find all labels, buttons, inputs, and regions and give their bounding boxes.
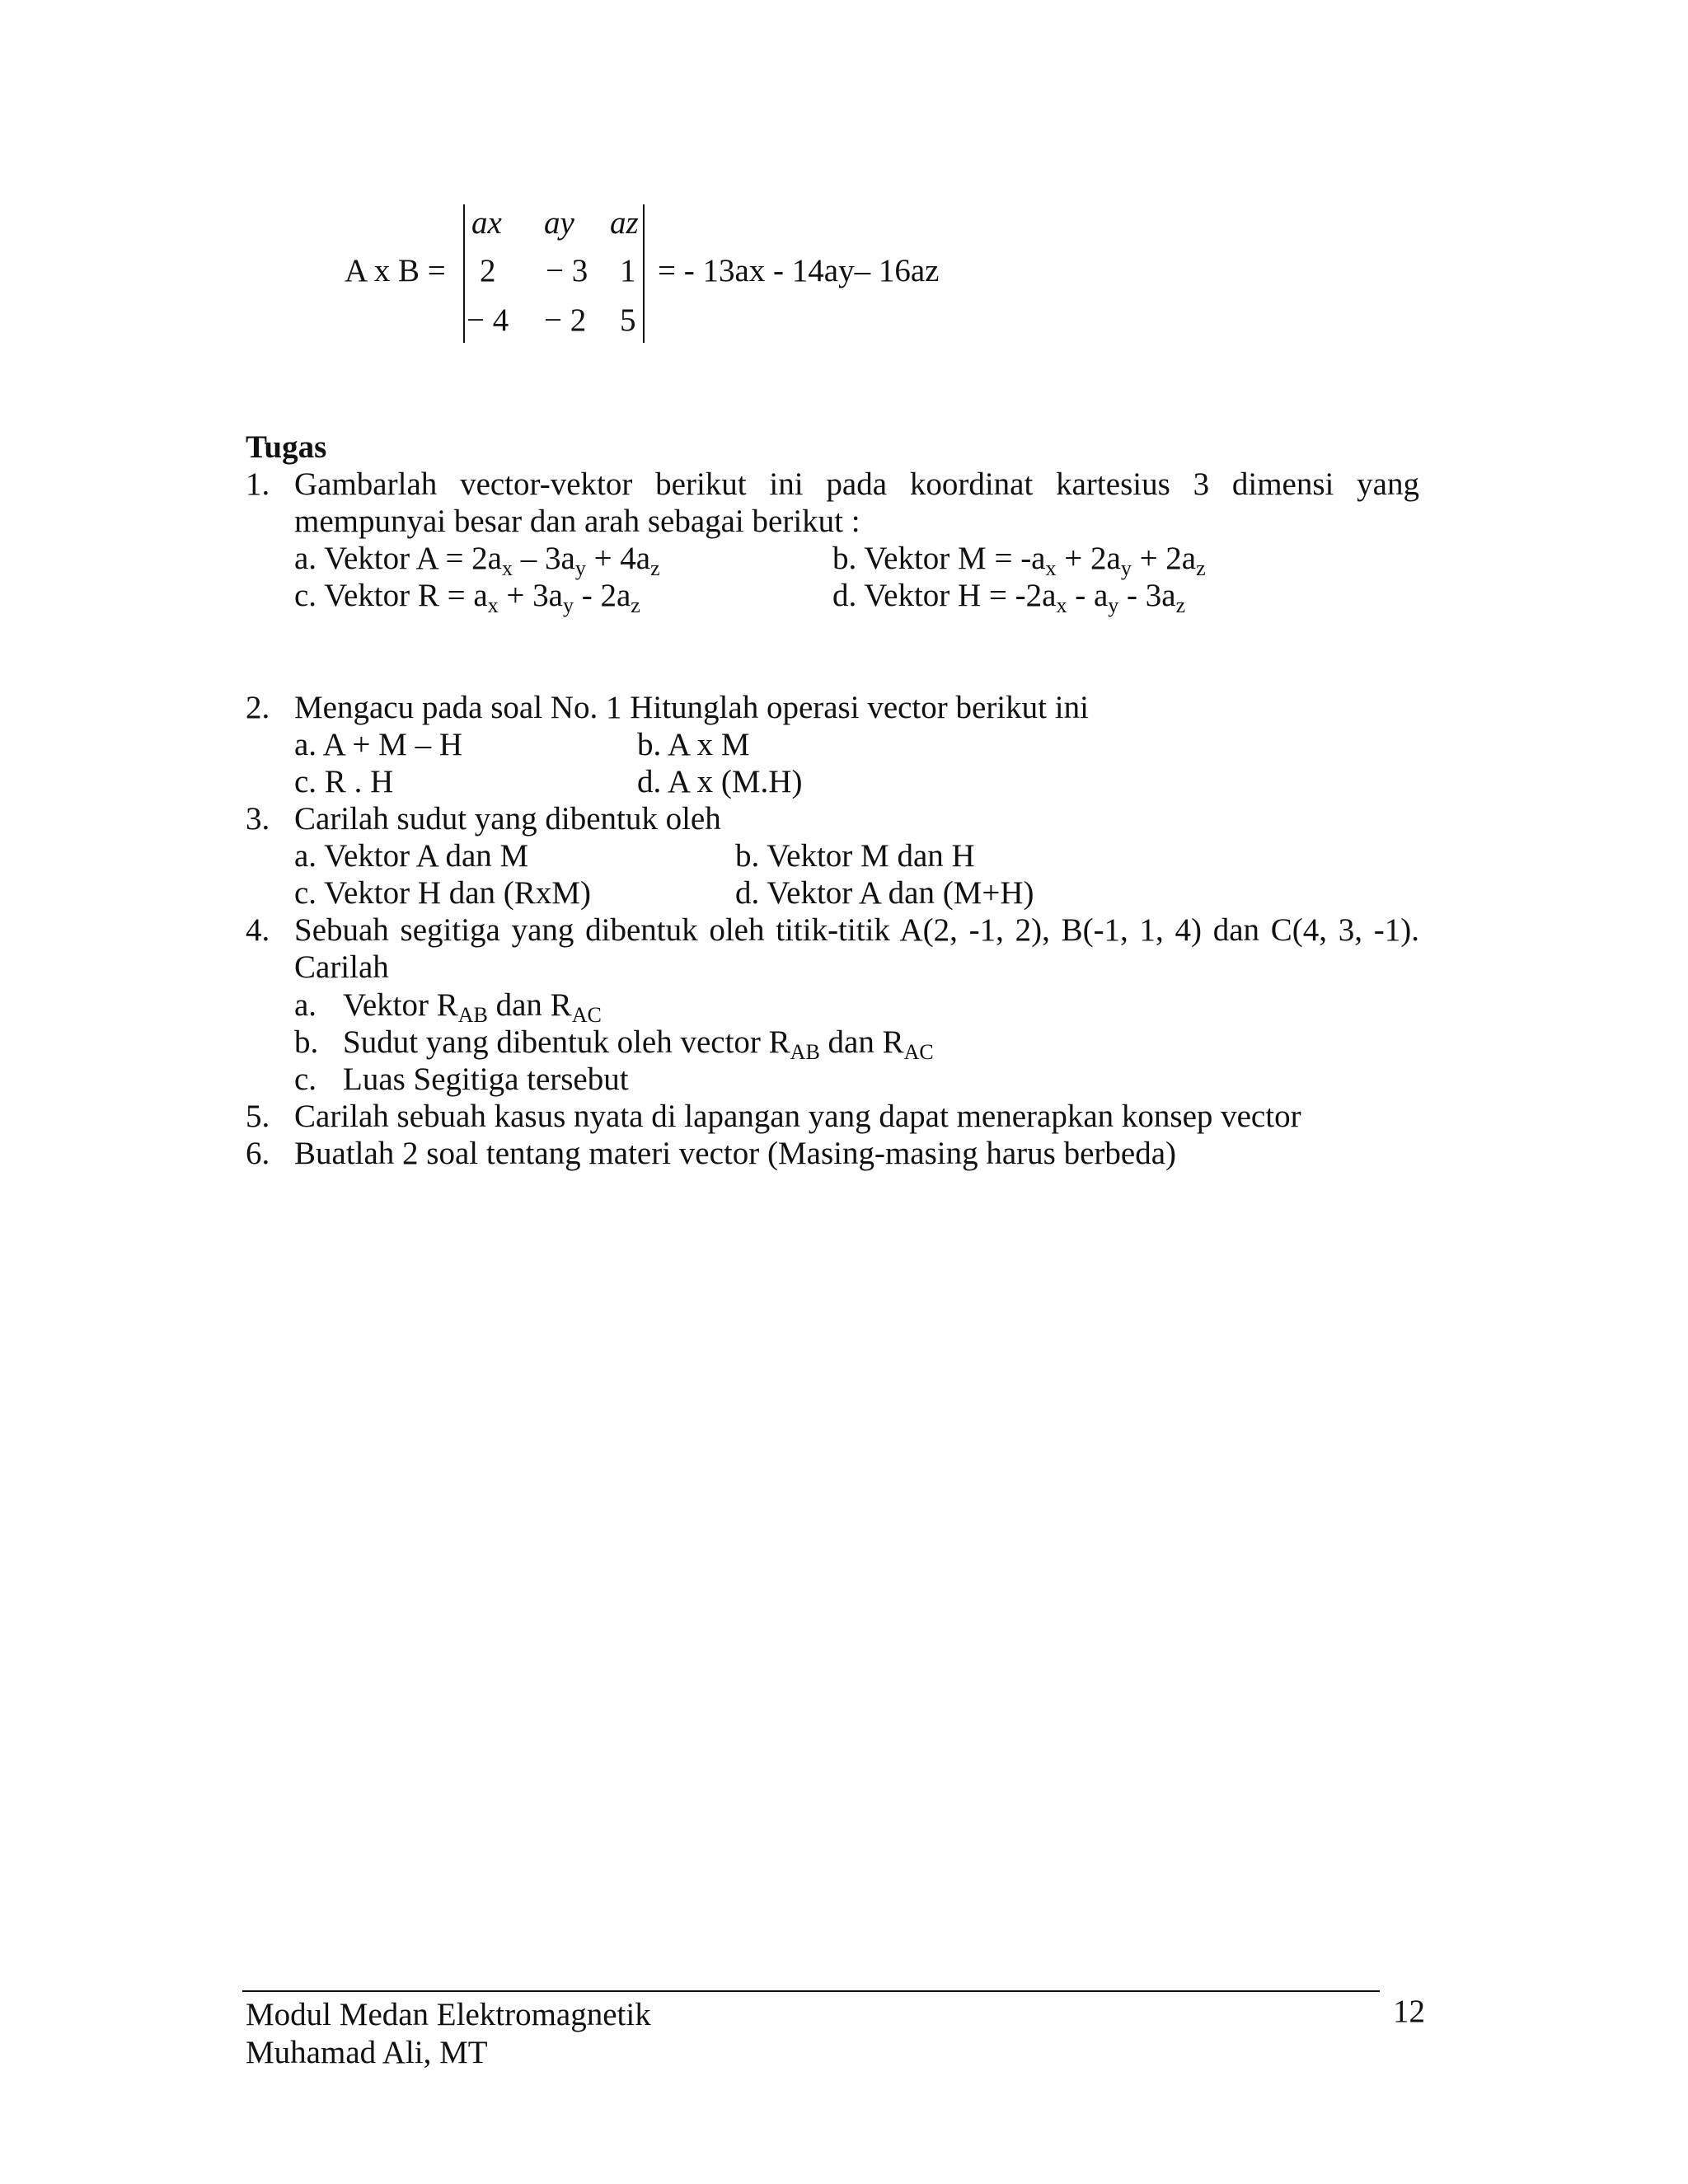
question-5-number: 5. <box>246 1099 270 1134</box>
question-6-text: Buatlah 2 soal tentang materi vector (Masing-masing harus berbeda) <box>294 1136 1176 1171</box>
question-4-line1: Sebuah segitiga yang dibentuk oleh titik-titik A(2, -1, 2), B(-1, 1, 4) dan C(4, 3, -1). <box>294 912 1419 948</box>
question-1-option-c: c. Vektor $R = a_x + 3a_y - 2a_z$ <box>294 578 640 617</box>
footer-author: Muhamad Ali, MT <box>246 2035 488 2070</box>
tugas-heading: Tugas <box>246 429 327 465</box>
matrix-right-bar <box>643 204 645 343</box>
question-4-option-a-label: a. <box>294 987 317 1023</box>
footer-rule <box>242 1990 1380 1992</box>
question-1-option-d: d. Vektor $H = -2a_x - a_y - 3a_z$ <box>832 578 1186 617</box>
matrix-r2c1: 2 <box>480 253 496 288</box>
question-2-number: 2. <box>246 690 270 725</box>
question-4-number: 4. <box>246 912 270 948</box>
page-number: 12 <box>1393 1994 1425 2029</box>
matrix-r1c3: az <box>610 205 639 241</box>
question-2-option-c: c. R . H <box>294 764 394 799</box>
matrix-r2c3: 1 <box>620 253 636 288</box>
matrix-r3c2: − 2 <box>544 302 587 338</box>
question-1-option-b: b. Vektor $M = -a_x + 2a_y + 2a_z$ <box>832 541 1206 580</box>
question-2-option-b: b. A x M <box>637 727 750 762</box>
question-4-option-c-label: c. <box>294 1062 317 1097</box>
question-2-option-a: a. A + M – H <box>294 727 463 762</box>
matrix-r2c2: − 3 <box>546 253 588 288</box>
question-1-number: 1. <box>246 466 270 502</box>
question-4-line2: Carilah <box>294 949 389 985</box>
matrix-r1c1: ax <box>471 205 502 241</box>
question-3-number: 3. <box>246 801 270 837</box>
question-3-option-b: b. Vektor M dan H <box>735 838 975 874</box>
question-1-line2: mempunyai besar dan arah sebagai berikut : <box>294 504 860 539</box>
matrix-r3c3: 5 <box>620 302 636 338</box>
question-3-option-d: d. Vektor A dan (M+H) <box>735 875 1034 911</box>
question-1-option-a: a. Vektor $A = 2a_x - 3a_y + 4a_z$ <box>294 541 660 580</box>
matrix-left-bar <box>463 204 465 343</box>
question-2-text: Mengacu pada soal No. 1 Hitunglah operasi vector berikut ini <box>294 690 1089 725</box>
question-4-option-b: Sudut yang dibentuk oleh vector $R_{AB}$ dan $R_{AC}$ <box>343 1024 934 1064</box>
equation-rhs: = - 13ax - 14ay– 16az <box>658 253 940 288</box>
question-2-option-d: d. A x (M.H) <box>637 764 803 799</box>
question-3-option-c: c. Vektor H dan (RxM) <box>294 875 591 911</box>
question-1-line1: Gambarlah vector-vektor berikut ini pada koordinat kartesius 3 dimensi yang <box>294 466 1419 502</box>
equation-lhs: A x B = <box>345 253 446 288</box>
question-4-option-c: Luas Segitiga tersebut <box>343 1062 629 1097</box>
question-4-option-a: Vektor $R_{AB}$ dan $R_{AC}$ <box>343 987 602 1027</box>
question-3-text: Carilah sudut yang dibentuk oleh <box>294 801 721 837</box>
question-6-number: 6. <box>246 1136 270 1171</box>
question-5-text: Carilah sebuah kasus nyata di lapangan yang dapat menerapkan konsep vector <box>294 1099 1301 1134</box>
matrix-r3c1: − 4 <box>467 302 509 338</box>
footer-title: Modul Medan Elektromagnetik <box>246 1997 651 2032</box>
matrix-r1c2: ay <box>544 205 574 241</box>
question-3-option-a: a. Vektor A dan M <box>294 838 529 874</box>
question-4-option-b-label: b. <box>294 1024 319 1060</box>
